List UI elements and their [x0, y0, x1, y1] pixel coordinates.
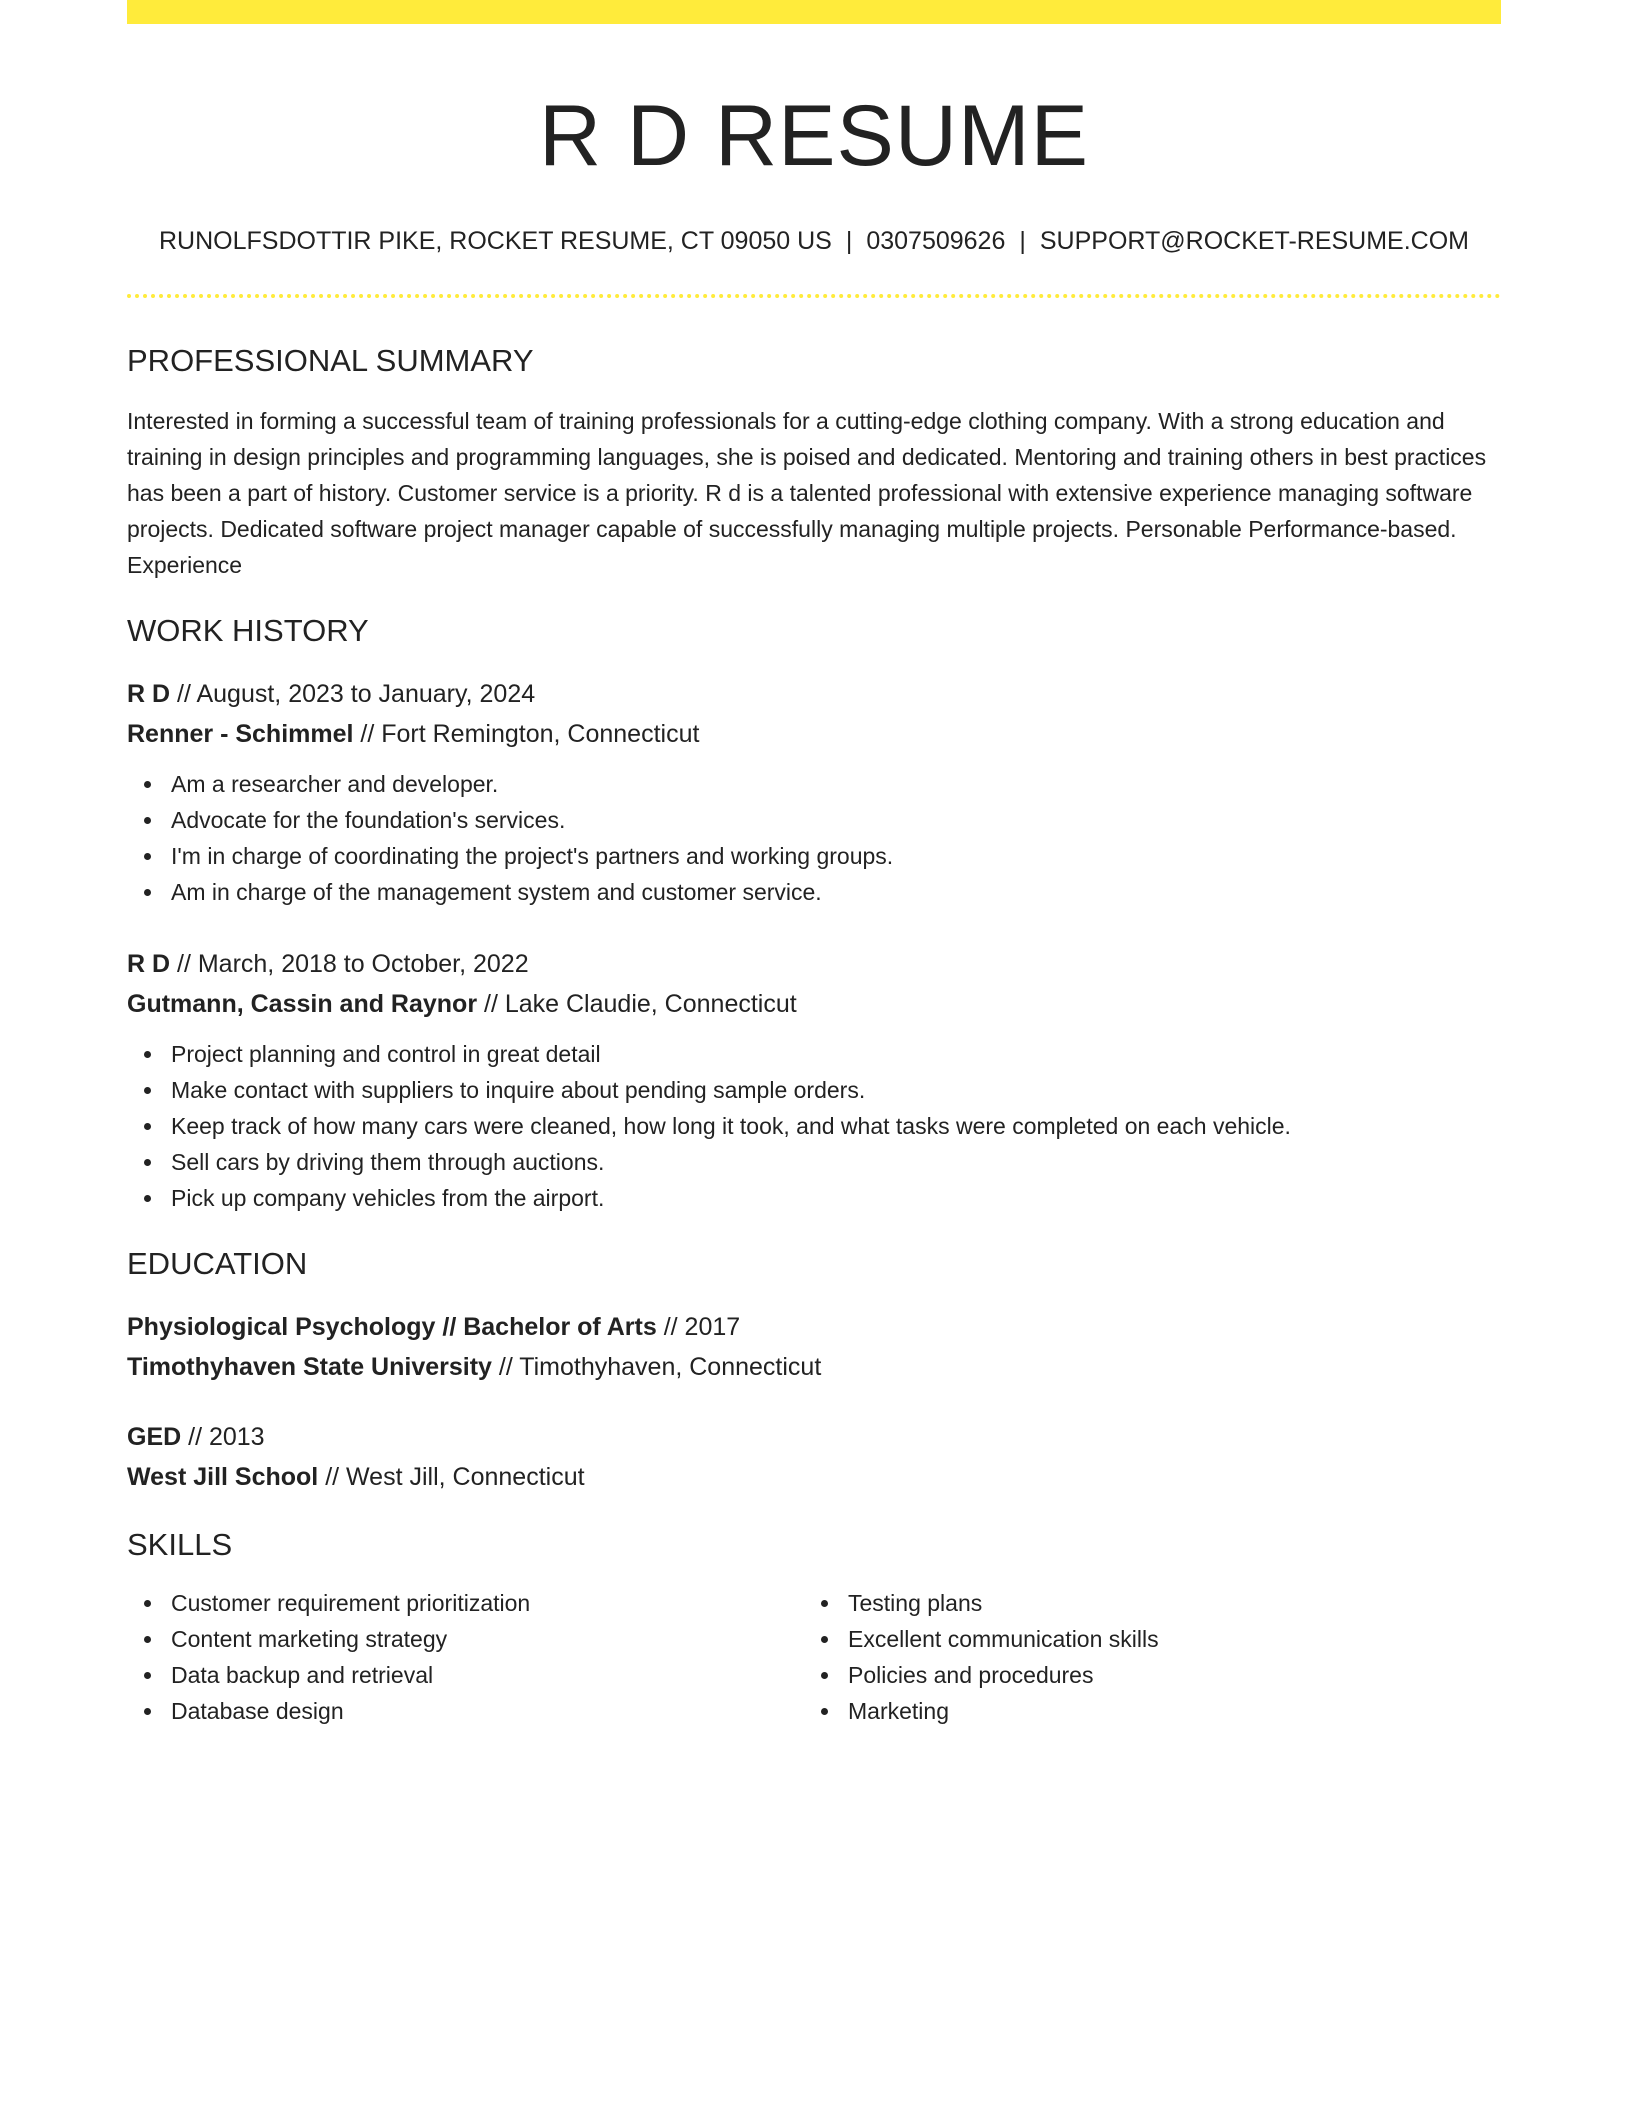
education-school-line	[127, 1347, 1501, 1387]
bullet-icon	[821, 1672, 828, 1679]
bullet-icon	[821, 1636, 828, 1643]
job-duty: Am in charge of the management system and customer service.	[171, 879, 822, 905]
accent-top-bar	[127, 0, 1501, 24]
job-role: R D	[127, 680, 171, 708]
contact-email: SUPPORT@ROCKET-RESUME.COM	[1039, 227, 1470, 255]
job-location: // Fort Remington, Connecticut	[353, 720, 700, 748]
skill-item: Content marketing strategy	[171, 1626, 448, 1652]
bullet-icon	[144, 1636, 151, 1643]
bullet-icon	[144, 853, 151, 860]
job-company-line	[127, 714, 1501, 754]
job-title-line	[127, 674, 1501, 714]
contact-separator: |	[845, 227, 853, 255]
list-item	[127, 802, 1501, 838]
job-duty: Advocate for the foundation's services.	[171, 807, 566, 833]
bullet-icon	[144, 1600, 151, 1607]
education-year: // 2017	[656, 1313, 741, 1341]
list-item	[804, 1657, 1481, 1693]
job-duty: Pick up company vehicles from the airport.	[171, 1185, 605, 1211]
job-company-line	[127, 984, 1501, 1024]
bullet-icon	[144, 1123, 151, 1130]
bullet-icon	[144, 1195, 151, 1202]
contact-phone: 0307509626	[866, 227, 1006, 255]
skill-item: Database design	[171, 1698, 344, 1724]
education-school: Timothyhaven State University	[127, 1353, 492, 1381]
education-location: // Timothyhaven, Connecticut	[491, 1353, 822, 1381]
job-duty: Keep track of how many cars were cleaned, how long it took, and what tasks were completed on each vehicle.	[171, 1113, 1291, 1139]
education-location: // West Jill, Connecticut	[318, 1463, 585, 1491]
education-school-line	[127, 1457, 1501, 1497]
job-duty: Sell cars by driving them through auctions.	[171, 1149, 605, 1175]
skills-column-left	[127, 1585, 804, 1729]
skill-item: Data backup and retrieval	[171, 1662, 434, 1688]
work-history-heading: WORK HISTORY	[127, 613, 369, 648]
skill-item: Policies and procedures	[848, 1662, 1094, 1688]
education-entry	[127, 1307, 1501, 1387]
education-degree: GED	[127, 1423, 182, 1451]
bullet-icon	[144, 1672, 151, 1679]
list-item	[127, 1180, 1501, 1216]
skills-column-right	[804, 1585, 1481, 1729]
job-company: Gutmann, Cassin and Raynor	[127, 990, 478, 1018]
skill-item: Testing plans	[848, 1590, 983, 1616]
job-title-line	[127, 944, 1501, 984]
bullet-icon	[144, 1051, 151, 1058]
list-item	[804, 1693, 1481, 1729]
resume-name: R D RESUME	[539, 88, 1089, 184]
job-duty: I'm in charge of coordinating the project's partners and working groups.	[171, 843, 894, 869]
list-item	[804, 1585, 1481, 1621]
education-degree: Physiological Psychology // Bachelor of Arts	[127, 1313, 657, 1341]
education-entry	[127, 1417, 1501, 1497]
dotted-divider	[127, 294, 1501, 298]
list-item	[127, 874, 1501, 910]
job-duty: Project planning and control in great detail	[171, 1041, 601, 1067]
skills-list	[804, 1585, 1481, 1729]
bullet-icon	[821, 1708, 828, 1715]
education-year: // 2013	[181, 1423, 265, 1451]
education-heading: EDUCATION	[127, 1246, 308, 1281]
job-dates: // August, 2023 to January, 2024	[170, 680, 536, 708]
job-entry	[127, 674, 1501, 910]
skill-item: Marketing	[848, 1698, 949, 1724]
list-item	[804, 1621, 1481, 1657]
job-role: R D	[127, 950, 171, 978]
list-item	[127, 1072, 1501, 1108]
bullet-icon	[144, 889, 151, 896]
bullet-icon	[144, 781, 151, 788]
education-school: West Jill School	[127, 1463, 319, 1491]
list-item	[127, 1144, 1501, 1180]
list-item	[127, 1693, 804, 1729]
skill-item: Customer requirement prioritization	[171, 1590, 531, 1616]
bullet-icon	[144, 1159, 151, 1166]
list-item	[127, 766, 1501, 802]
resume-page	[127, 0, 1501, 1729]
bullet-icon	[144, 1708, 151, 1715]
job-duties-list	[127, 1036, 1501, 1216]
skills-columns	[127, 1585, 1501, 1729]
education-degree-line	[127, 1417, 1501, 1457]
job-entry	[127, 944, 1501, 1216]
skills-list	[127, 1585, 804, 1729]
summary-text: Interested in forming a successful team of training professionals for a cutting-edge clothing company. With a strong education and training in design principles and programming languages, she is poised and dedicated. Mentoring and training others in best practices has been a part of history. Customer service is a priority. R d is a talented professional with extensive experience managing software projects. Dedicated software project manager capable of successfully managing multiple projects. Personable Performance-based. Experience	[127, 408, 1487, 578]
skills-heading: SKILLS	[127, 1527, 233, 1562]
job-duty: Make contact with suppliers to inquire about pending sample orders.	[171, 1077, 866, 1103]
job-duty: Am a researcher and developer.	[171, 771, 499, 797]
contact-line	[127, 224, 1501, 258]
job-company: Renner - Schimmel	[127, 720, 354, 748]
list-item	[127, 1621, 804, 1657]
job-duties-list	[127, 766, 1501, 910]
bullet-icon	[144, 1087, 151, 1094]
contact-address: RUNOLFSDOTTIR PIKE, ROCKET RESUME, CT 09050 US	[158, 227, 832, 255]
list-item	[127, 1108, 1501, 1144]
education-degree-line	[127, 1307, 1501, 1347]
list-item	[127, 1036, 1501, 1072]
bullet-icon	[144, 817, 151, 824]
contact-separator: |	[1019, 227, 1026, 255]
list-item	[127, 838, 1501, 874]
summary-heading: PROFESSIONAL SUMMARY	[127, 343, 534, 378]
bullet-icon	[821, 1600, 828, 1607]
list-item	[127, 1585, 804, 1621]
list-item	[127, 1657, 804, 1693]
job-dates: // March, 2018 to October, 2022	[170, 950, 529, 978]
job-location: // Lake Claudie, Connecticut	[477, 990, 797, 1018]
skill-item: Excellent communication skills	[848, 1626, 1159, 1652]
